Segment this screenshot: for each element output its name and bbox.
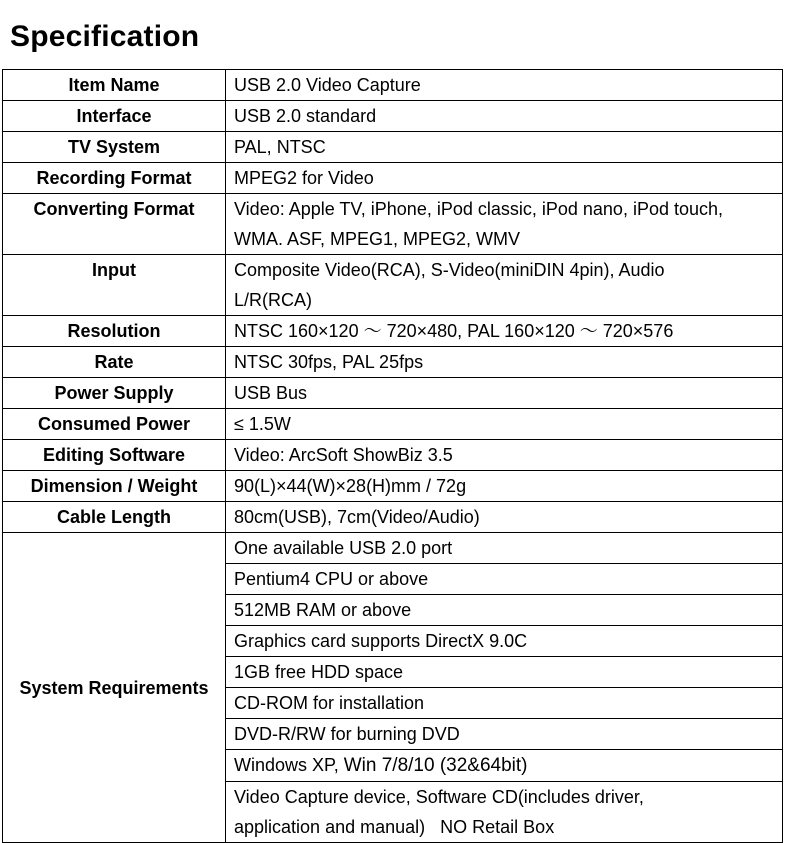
spec-label: Power Supply — [3, 378, 226, 409]
spec-label: Dimension / Weight — [3, 471, 226, 502]
spec-label: Editing Software — [3, 440, 226, 471]
table-row — [3, 163, 783, 194]
specification-table — [2, 69, 783, 843]
table-row — [3, 255, 783, 316]
package-line-text: application and manual) — [234, 817, 426, 837]
spec-label: Converting Format — [3, 194, 226, 255]
table-row — [3, 533, 783, 564]
page-title: Specification — [10, 20, 200, 53]
os-suffix: Win 7/8/10 (32&64bit) — [343, 755, 528, 776]
spec-value: 90(L)×44(W)×28(H)mm / 72g — [226, 471, 783, 502]
table-row — [3, 471, 783, 502]
requirement-item: 1GB free HDD space — [226, 657, 783, 688]
requirement-item: One available USB 2.0 port — [226, 533, 783, 564]
spec-value: PAL, NTSC — [226, 132, 783, 163]
requirement-item: CD-ROM for installation — [226, 688, 783, 719]
requirement-item: Graphics card supports DirectX 9.0C — [226, 626, 783, 657]
spec-label: TV System — [3, 132, 226, 163]
spec-value-line: Composite Video(RCA), S-Video(miniDIN 4pin), Audio — [234, 260, 665, 280]
package-note: NO Retail Box — [440, 817, 555, 837]
spec-value: MPEG2 for Video — [226, 163, 783, 194]
spec-value: NTSC 30fps, PAL 25fps — [226, 347, 783, 378]
spec-value-line: L/R(RCA) — [234, 290, 313, 310]
spec-label: Interface — [3, 101, 226, 132]
table-row — [3, 347, 783, 378]
spec-label: Rate — [3, 347, 226, 378]
spec-value: USB 2.0 standard — [226, 101, 783, 132]
table-row — [3, 70, 783, 101]
package-line — [234, 812, 774, 842]
spec-label: Cable Length — [3, 502, 226, 533]
system-requirements-label: System Requirements — [3, 533, 226, 843]
os-prefix: Windows XP, — [234, 755, 339, 775]
spec-value: 80cm(USB), 7cm(Video/Audio) — [226, 502, 783, 533]
table-row — [3, 194, 783, 255]
spec-value: USB 2.0 Video Capture — [226, 70, 783, 101]
requirement-item: Pentium4 CPU or above — [226, 564, 783, 595]
table-row — [3, 101, 783, 132]
spec-value: ≤ 1.5W — [226, 409, 783, 440]
spec-value — [226, 194, 783, 255]
spec-label: Resolution — [3, 316, 226, 347]
table-row — [3, 440, 783, 471]
spec-label: Consumed Power — [3, 409, 226, 440]
table-row — [3, 409, 783, 440]
table-row — [3, 378, 783, 409]
requirement-os — [226, 750, 783, 782]
spec-label: Input — [3, 255, 226, 316]
requirement-item: 512MB RAM or above — [226, 595, 783, 626]
requirement-item: DVD-R/RW for burning DVD — [226, 719, 783, 750]
package-line: Video Capture device, Software CD(includes driver, — [234, 787, 644, 807]
requirement-package — [226, 782, 783, 843]
table-row — [3, 132, 783, 163]
spec-value-line: WMA. ASF, MPEG1, MPEG2, WMV — [234, 229, 521, 249]
spec-value: USB Bus — [226, 378, 783, 409]
table-row — [3, 502, 783, 533]
spec-value-line: Video: Apple TV, iPhone, iPod classic, iPod nano, iPod touch, — [234, 199, 724, 219]
spec-value — [226, 255, 783, 316]
spec-label: Item Name — [3, 70, 226, 101]
spec-value: Video: ArcSoft ShowBiz 3.5 — [226, 440, 783, 471]
table-row — [3, 316, 783, 347]
spec-label: Recording Format — [3, 163, 226, 194]
spec-value: NTSC 160×120 ～ 720×480, PAL 160×120 ～ 720×576 — [226, 316, 783, 347]
